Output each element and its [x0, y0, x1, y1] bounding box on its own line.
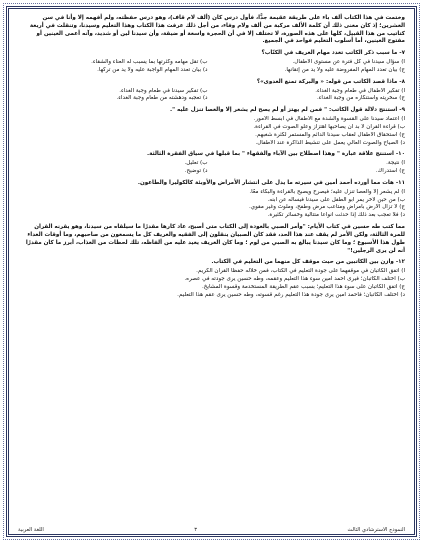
option[interactable]: ج) استحقاق الأطفال لعقاب سيدنا الدائم والمستمر لكثرة شغبهم.	[255, 131, 405, 138]
option[interactable]: أ) نتيجة.	[386, 160, 405, 167]
option[interactable]: ب) تفكير سيدنا في طعام وجبة الغداء.	[119, 87, 208, 94]
option[interactable]: أ) اتفق الكاتبان في موقفهما على جودة التعليم في الكتاب، فمن خلاله حفظا القرآن الكريم.	[196, 268, 405, 275]
option[interactable]: ب) قراءة القرآن لا بد أن يصاحبها اهتزاز وعلو الصوت في القراءة.	[253, 123, 405, 130]
question-12-options	[18, 268, 405, 299]
option[interactable]: ج) استدراك.	[375, 168, 405, 175]
question-8-options	[18, 88, 405, 104]
option[interactable]: ب) اختلف الكاتبان؛ فيرى أحمد أمين سوء هذا التعليم وعقمه، وطه حسين يرى جودته في عصره.	[184, 276, 405, 283]
question-10: ١٠- استنتج علاقة عبارة " وهذا اصطلاح بين الآباء والفقهاء " بما قبلها في سياق الفقرة الثالثة.	[147, 151, 405, 158]
option[interactable]: أ) تفكير الأطفال في طعام وجبة الغداء.	[315, 87, 405, 94]
footer-page-number: ٣	[194, 527, 198, 533]
question-12: ١٢- وازن بين الكاتبين من حيث موقف كل منهما من التعليم في الكتاب.	[211, 259, 405, 266]
option[interactable]: د) الصياح والصوت العالي يعمل على تنشيط الذاكرة عند الأطفال.	[255, 139, 405, 146]
intro-paragraph: وختمت في هذا الكتاب ألف باء على طريقة عقيمة جدًّا، فأول درس كان (ألف لام قاف)، وهو درس حفظته، ولم أفهمه إلا وأنا في سن العشرين؛ إذ كان معنى ذلك أن كلمة الألف مركبة من ألف ولام وفاء، من أجل ذلك عرفت هذا الكتاب وهذا التعليم وسيدنا، وتنقلت في أربعة كتاتيب من هذا القبيل، كلها على هذه الصورة، لا تختلف إلا في أن الحجرة واسعة أو ضيقة، وأن سيدنا لين أو شديد، وآنه أعمى العينين أو مفتوح العينين، أما أسلوب التعليم فواحد في الجميع.	[29, 15, 405, 45]
question-8: ٨- ماذا قصد الكاتب من قوله: « والبركة تمنع العدوى»؟	[256, 78, 405, 85]
option[interactable]: د) توضيح.	[184, 168, 208, 175]
question-10-options	[18, 160, 405, 176]
page-content	[18, 15, 405, 300]
option[interactable]: أ) اعتماد سيدنا على القسوة والشدة مع الأطفال في أبسط الأمور.	[253, 116, 405, 123]
option[interactable]: د) اختلف الكاتبان؛ فأحمد أمين يرى جودة هذا التعليم رغم قسوته، وطه حسين يرى عقم هذا التعليم.	[177, 291, 405, 298]
question-9: ٩- استنتج دلالة قول الكاتب: " فمن لم يهتز أو لم يصح لم يشعر إلا والعصا تنزل عليه ".	[169, 107, 405, 114]
option[interactable]: د) تعجبه ودهشته من طعام وجبة الغداء.	[116, 95, 208, 102]
question-11: ١١- هات مما أورده أحمد أمين في سيرته ما يدل على انتشار الأمراض والأوبئة كالكوليرا والطاعون.	[137, 179, 405, 186]
option[interactable]: أ) لم يشعر إلا والعصا تنزل عليه؛ فيصرخ ويصيح بالقراءة والبكاء معًا.	[249, 188, 405, 195]
option[interactable]: د) فلا تعجب بعد ذلك إذا حدثت أنواعا متتالية وخسائر تكثيرة.	[267, 212, 405, 219]
question-9-options	[18, 116, 405, 147]
option[interactable]: ج) بيان تعدد المهام المفروضة عليه ولا يد من إتقانها.	[284, 66, 405, 73]
option[interactable]: ب) تقل مهامه وكثرتها بما يسبب له العناء والشقاء.	[91, 59, 208, 66]
option[interactable]: ج) سخريته واستنكاره من وجبة الغداء.	[316, 95, 405, 102]
question-7-options	[18, 59, 405, 75]
question-7: ٧- ما سبب ذكر الكاتب تعدد مهام العريف في الكتّاب؟	[261, 50, 405, 57]
option[interactable]: ب) من حين لآخر يمر أبو الطفل على سيدنا فيسأله عن ابنه.	[267, 196, 405, 203]
option[interactable]: د) بيان تعدد المهام الواجبة عليه ولا يد من تركها.	[97, 66, 208, 73]
option[interactable]: ج) اتفق الكاتبان على سوء هذا التعليم؛ بسبب عقم الطريقة المستخدمة وقسوة المشايخ.	[202, 283, 405, 290]
passage-2: مما كتب طه حسين في كتاب الأيام: "وأمر الصبي بالعودة إلى الكتاب متى أصبح، عاد كارها مقدرًا ما سيلقاه من سيدنا، وهو يقرنه القران للمرة الثالثة، ولكن الأمر لم يقف عند هذا الحد، فقد كان الصبيان ينقلون إلى الفقيه والعريف كل ما يسمعون من صاحبهم، وما أوقات الغداء طول هذا الأسبوع ؛ وما كان سيدنا يبالغ به الصبي من لوم ؛ وما كان العريف يعيد عليه من ألفاظه، تلك لحظات من العذاب، أبرز ما كان مقدرًا أنه لن يرى الرجلين!"	[25, 224, 405, 254]
question-11-options	[18, 189, 405, 220]
page-footer	[18, 527, 405, 533]
option[interactable]: ج) لا تزال الأرض بأمراض ومتاعب مرض وطفح، وملوث وغير مقوي.	[248, 204, 405, 211]
option[interactable]: ب) تعليل.	[184, 160, 208, 167]
footer-subject: اللغة العربية	[18, 527, 44, 533]
option[interactable]: أ) سؤال سيدنا في كل فترة عن مستوى الأطفال.	[292, 59, 405, 66]
footer-model-title: النموذج الاسترشادي الثالث	[347, 527, 405, 533]
